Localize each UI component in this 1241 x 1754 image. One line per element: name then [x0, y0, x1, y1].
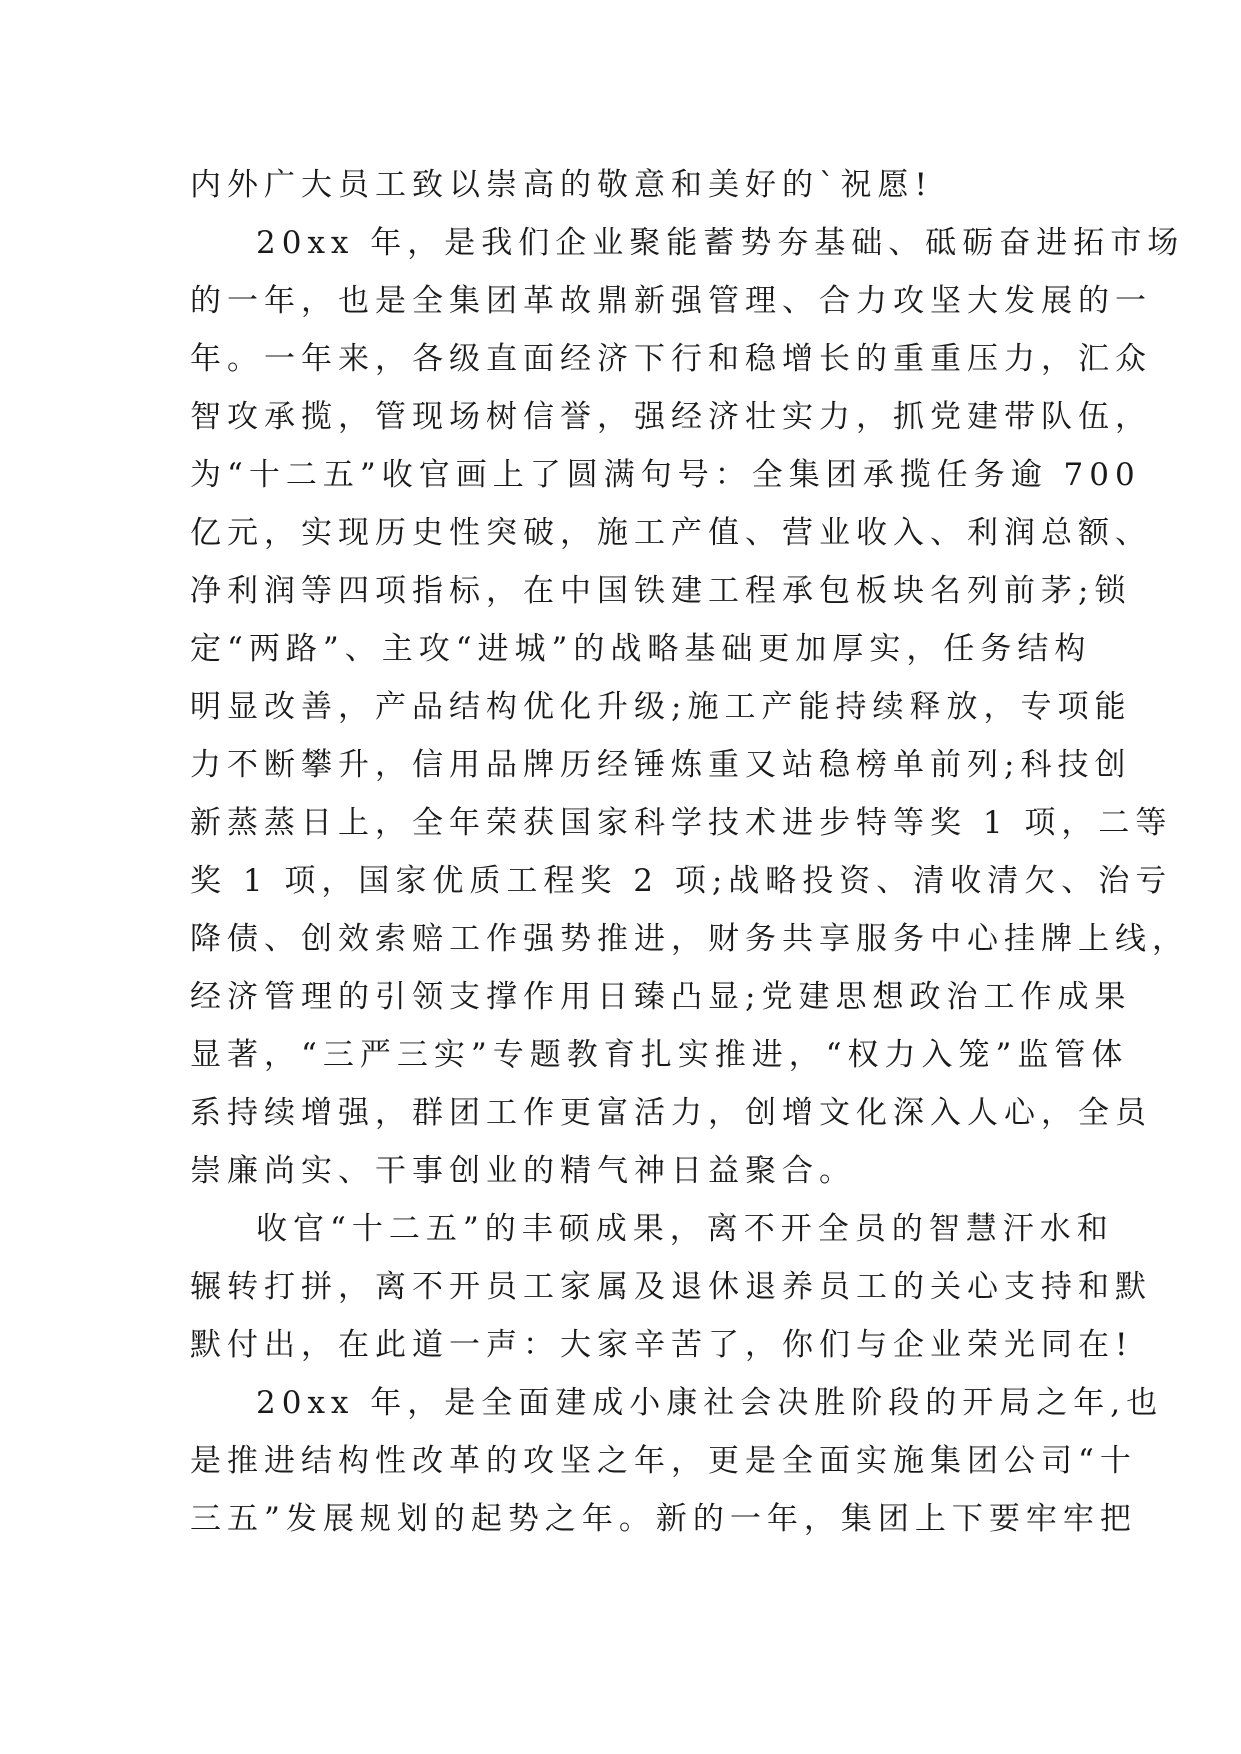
text-line: 是推进结构性改革的攻坚之年，更是全面实施集团公司“十: [190, 1443, 1137, 1479]
text-line: 亿元，实现历史性突破，施工产值、营业收入、利润总额、: [190, 515, 1152, 551]
text-line: 新蒸蒸日上，全年荣获国家科学技术进步特等奖 1 项，二等: [190, 805, 1173, 841]
document-body: [190, 156, 1189, 1548]
text-line: 的一年，也是全集团革故鼎新强管理、合力攻坚大发展的一: [190, 283, 1152, 319]
text-line: 净利润等四项指标，在中国铁建工程承包板块名列前茅;锁: [190, 573, 1132, 609]
paragraph-start-line: 收官“十二五”的丰硕成果，离不开全员的智慧汗水和: [256, 1211, 1114, 1247]
text-line: 明显改善，产品结构优化升级;施工产能持续释放，专项能: [190, 689, 1132, 725]
text-line: 智攻承揽，管现场树信誉，强经济壮实力，抓党建带队伍，: [190, 399, 1152, 435]
text-line: 经济管理的引领支撑作用日臻凸显;党建思想政治工作成果: [190, 979, 1132, 1015]
text-line: 系持续增强，群团工作更富活力，创增文化深入人心，全员: [190, 1095, 1152, 1131]
text-line: 定“两路”、主攻“进城”的战略基础更加厚实，任务结构: [190, 631, 1092, 667]
text-line: 三五”发展规划的起势之年。新的一年，集团上下要牢牢把: [190, 1501, 1137, 1537]
text-line: 崇廉尚实、干事创业的精气神日益聚合。: [190, 1153, 856, 1189]
text-line: 显著，“三严三实”专题教育扎实推进，“权力入笼”监管体: [190, 1037, 1129, 1073]
text-line: 奖 1 项，国家优质工程奖 2 项;战略投资、清收清欠、治亏: [190, 863, 1173, 899]
paragraph-start-line: 20xx 年，是全面建成小康社会决胜阶段的开局之年,也: [256, 1385, 1164, 1421]
text-line: 力不断攀升，信用品牌历经锤炼重又站稳榜单前列;科技创: [190, 747, 1132, 783]
text-line: 默付出，在此道一声：大家辛苦了，你们与企业荣光同在!: [190, 1327, 1134, 1363]
text-line: 年。一年来，各级直面经济下行和稳增长的重重压力，汇众: [190, 341, 1152, 377]
text-line: 内外广大员工致以崇高的敬意和美好的`祝愿!: [190, 167, 933, 203]
text-line: 降债、创效索赔工作强势推进，财务共享服务中心挂牌上线，: [190, 921, 1189, 957]
paragraph-start-line: 20xx 年，是我们企业聚能蓄势夯基础、砥砺奋进拓市场: [256, 225, 1185, 261]
text-line: 为“十二五”收官画上了圆满句号：全集团承揽任务逾 700: [190, 457, 1141, 493]
text-line: 辗转打拼，离不开员工家属及退休退养员工的关心支持和默: [190, 1269, 1152, 1305]
